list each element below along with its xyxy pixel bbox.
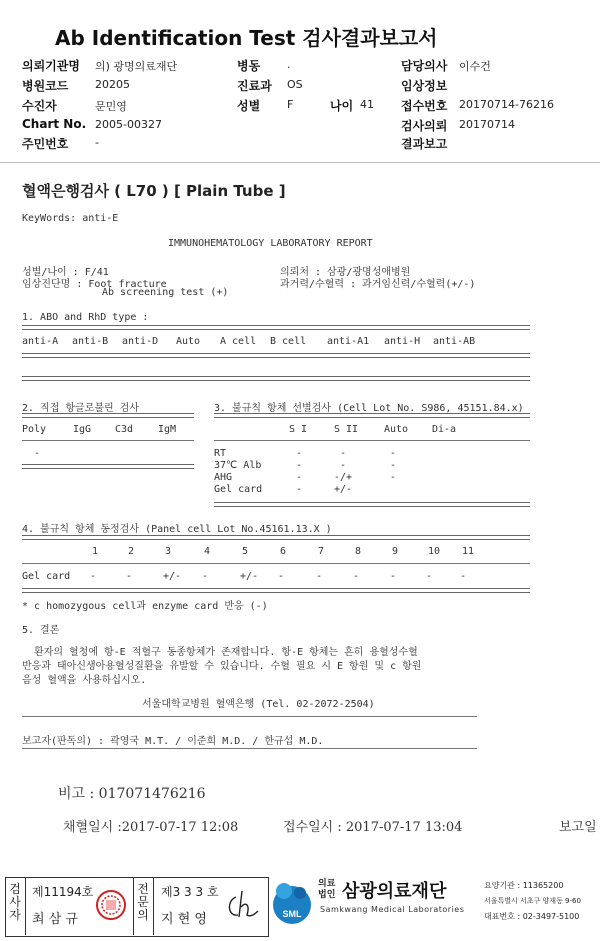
age-label: 나이 [330, 99, 354, 113]
s4-cell-number: 11 [462, 546, 475, 557]
s4-row-label: Gel card [22, 571, 71, 582]
req-value: 20170714 [459, 118, 515, 131]
s1-rule-mid [22, 353, 530, 358]
s4-rule-top [22, 535, 530, 540]
s2-col: IgG [73, 424, 92, 435]
s3-cell: - [296, 448, 303, 459]
footer [0, 873, 600, 941]
s4-cell-value: +/- [163, 571, 182, 582]
s4-title: 4. 불규칙 항체 동정검사 (Panel cell Lot No.45161.13.X ) [22, 524, 332, 535]
specialist-no: 제3 3 3 호 [161, 885, 219, 899]
ab-screen: Ab screening test (+) [102, 287, 229, 298]
s3-col: Auto [384, 424, 409, 435]
s4-cell-number: 6 [280, 546, 287, 557]
s5-line: 반응과 태아신생아용혈성질환을 유발할 수 있습니다. 수혈 필요 시 E 항원 및 c 항원 [22, 661, 422, 672]
report-title: 혈액은행검사 ( L70 ) [ Plain Tube ] [22, 182, 286, 200]
s1-col: anti-A [22, 336, 59, 347]
s5-title: 5. 결론 [22, 625, 60, 636]
s4-cell-value: - [353, 571, 360, 582]
s4-cell-value: - [460, 571, 467, 582]
chart-label: Chart No. [22, 117, 87, 131]
s3-title: 3. 불규칙 항체 선별검사 (Cell Lot No. S986, 45151.84.x) [214, 403, 524, 414]
receive-date: 접수일시 : 2017-07-17 13:04 [283, 820, 463, 835]
s1-col: A cell [220, 336, 257, 347]
s4-cell-value: - [426, 571, 433, 582]
lab-title: IMMUNOHEMATOLOGY LABORATORY REPORT [168, 238, 373, 249]
s4-cell-value: - [90, 571, 97, 582]
s3-cell: -/+ [334, 472, 353, 483]
diagnosis: 임상진단명 : Foot fracture [22, 279, 167, 290]
ward-value: . [287, 58, 291, 71]
sig-sep [153, 877, 154, 935]
s4-cell-value: - [126, 571, 133, 582]
s4-cell-number: 5 [242, 546, 249, 557]
page-title: Ab Identification Test 검사결과보고서 [55, 26, 438, 50]
s4-cell-number: 1 [92, 546, 99, 557]
s4-cell-number: 7 [318, 546, 325, 557]
s4-cell-number: 10 [428, 546, 441, 557]
sig-sep [25, 877, 26, 935]
signature-icon [222, 885, 262, 925]
s2-col: C3d [115, 424, 134, 435]
s4-cell-number: 3 [165, 546, 172, 557]
patient-value: 문민영 [95, 100, 127, 113]
collect-date: 채혈일시 :2017-07-17 12:08 [63, 820, 239, 835]
dept-label: 진료과 [237, 79, 272, 93]
clinical-label: 임상정보 [401, 79, 448, 93]
s3-rule-bot [214, 502, 530, 507]
sig-sep [133, 877, 134, 935]
sml-logo-icon [270, 879, 314, 929]
s3-cell: - [390, 460, 397, 471]
s3-row-name: RT [214, 448, 227, 459]
s4-cell-value: - [202, 571, 209, 582]
examiner-no: 제11194호 [32, 885, 94, 899]
sex-age: 성별/나이 : F/41 [22, 267, 109, 278]
history: 과거력/수혈력 : 과거임신력/수혈력(+/-) [280, 279, 476, 290]
s3-row-name: 37℃ Alb [214, 460, 262, 471]
report-date-cut: 보고일 [559, 820, 597, 835]
s2-title: 2. 직접 항글로불린 검사 [22, 403, 140, 414]
s3-cell: - [296, 460, 303, 471]
s1-col: anti-A1 [327, 336, 370, 347]
s1-col: anti-H [384, 336, 421, 347]
s3-cell: - [340, 448, 347, 459]
examiner-label: 검사자 [9, 882, 21, 922]
s2-rule-mid [22, 440, 194, 441]
specialist-label: 전문의 [137, 882, 149, 922]
bank-rule [22, 716, 477, 717]
s4-cell-value: - [390, 571, 397, 582]
referrer: 의뢰처 : 삼광/광명성애병원 [280, 267, 411, 278]
s4-cell-value: +/- [240, 571, 259, 582]
sex-label: 성별 [237, 99, 261, 113]
recv-value: 20170714-76216 [459, 98, 554, 111]
s1-rule-top [22, 325, 530, 330]
s4-cell-number: 2 [128, 546, 135, 557]
note-label: 비고 : 017071476216 [58, 786, 206, 802]
rrn-value: - [95, 136, 99, 149]
bank-line: 서울대학교병원 혈액은행 (Tel. 02-2072-2504) [142, 699, 375, 710]
s4-cell-number: 4 [204, 546, 211, 557]
s1-title: 1. ABO and RhD type : [22, 312, 149, 323]
doctor-label: 담당의사 [401, 59, 448, 73]
s3-cell: - [390, 472, 397, 483]
s5-line: 음성 혈액을 사용하십시오. [22, 675, 147, 686]
seal-stamp-icon [95, 889, 127, 921]
s4-rule-mid [22, 563, 530, 564]
sex-value: F [287, 98, 294, 111]
s4-cell-number: 9 [392, 546, 399, 557]
recv-label: 접수번호 [401, 99, 448, 113]
s3-col: Di-a [432, 424, 457, 435]
s3-row-name: AHG [214, 472, 233, 483]
org-eng: Samkwang Medical Laboratories [320, 905, 465, 914]
org-value: 의) 광명의료재단 [95, 60, 178, 73]
rrn-label: 주민번호 [22, 137, 69, 151]
specialist-name: 지 현 영 [161, 912, 207, 927]
s3-rule-mid [214, 440, 530, 441]
hospcode-label: 병원코드 [22, 79, 69, 93]
s2-rule-bot [22, 464, 194, 469]
s2-value: - [34, 448, 41, 459]
s5-line: 환자의 혈청에 항-E 적혈구 동종항체가 존재합니다. 항-E 항체는 흔히 용혈성수혈 [34, 647, 418, 658]
s1-col: Auto [176, 336, 201, 347]
examiner-name: 최 삼 규 [32, 912, 78, 927]
req-label: 검사의뢰 [401, 119, 448, 133]
chart-value: 2005-00327 [95, 118, 162, 131]
s3-cell: - [296, 484, 303, 495]
reporter: 보고자(판독의) : 곽영국 M.T. / 이준희 M.D. / 한규섭 M.D. [22, 736, 324, 747]
s3-rule-top [214, 413, 530, 418]
hospcode-value: 20205 [95, 78, 130, 91]
address: 서울특별시 서초구 양재동 9-60 [484, 897, 581, 905]
s4-rule-bot [22, 588, 530, 593]
s1-rule-bot [22, 376, 530, 381]
logo-text: SML [282, 909, 302, 919]
org-name: 삼광의료재단 [342, 881, 447, 902]
reporter-rule [22, 748, 477, 749]
org-prefix: 의료법인 [318, 879, 336, 900]
s3-cell: - [340, 460, 347, 471]
s1-col: B cell [270, 336, 307, 347]
s2-col: IgM [158, 424, 177, 435]
keywords: KeyWords: anti-E [22, 213, 119, 224]
patient-label: 수진자 [22, 99, 57, 113]
doctor-value: 이수건 [459, 60, 491, 73]
s3-col: S I [289, 424, 308, 435]
s4-cell-value: - [278, 571, 285, 582]
s4-cell-value: - [316, 571, 323, 582]
report-label: 결과보고 [401, 137, 448, 151]
ward-label: 병동 [237, 59, 261, 73]
s1-col: anti-D [122, 336, 159, 347]
s1-col: anti-AB [433, 336, 476, 347]
s1-col: anti-B [72, 336, 109, 347]
s4-note: * c homozygous cell과 enzyme card 반응 (-) [22, 601, 268, 612]
s2-col: Poly [22, 424, 47, 435]
phone: 대표번호 : 02-3497-5100 [484, 912, 580, 921]
s3-row-name: Gel card [214, 484, 263, 495]
org-label: 의뢰기관명 [22, 59, 80, 73]
s3-cell: +/- [334, 484, 353, 495]
s2-rule-top [22, 413, 194, 418]
s3-cell: - [296, 472, 303, 483]
s3-col: S II [334, 424, 359, 435]
s4-cell-number: 8 [355, 546, 362, 557]
s3-cell: - [390, 448, 397, 459]
dept-value: OS [287, 78, 303, 91]
age-value: 41 [360, 98, 374, 111]
reg-no: 요양기관 : 11365200 [484, 881, 564, 890]
header-divider [0, 162, 600, 163]
